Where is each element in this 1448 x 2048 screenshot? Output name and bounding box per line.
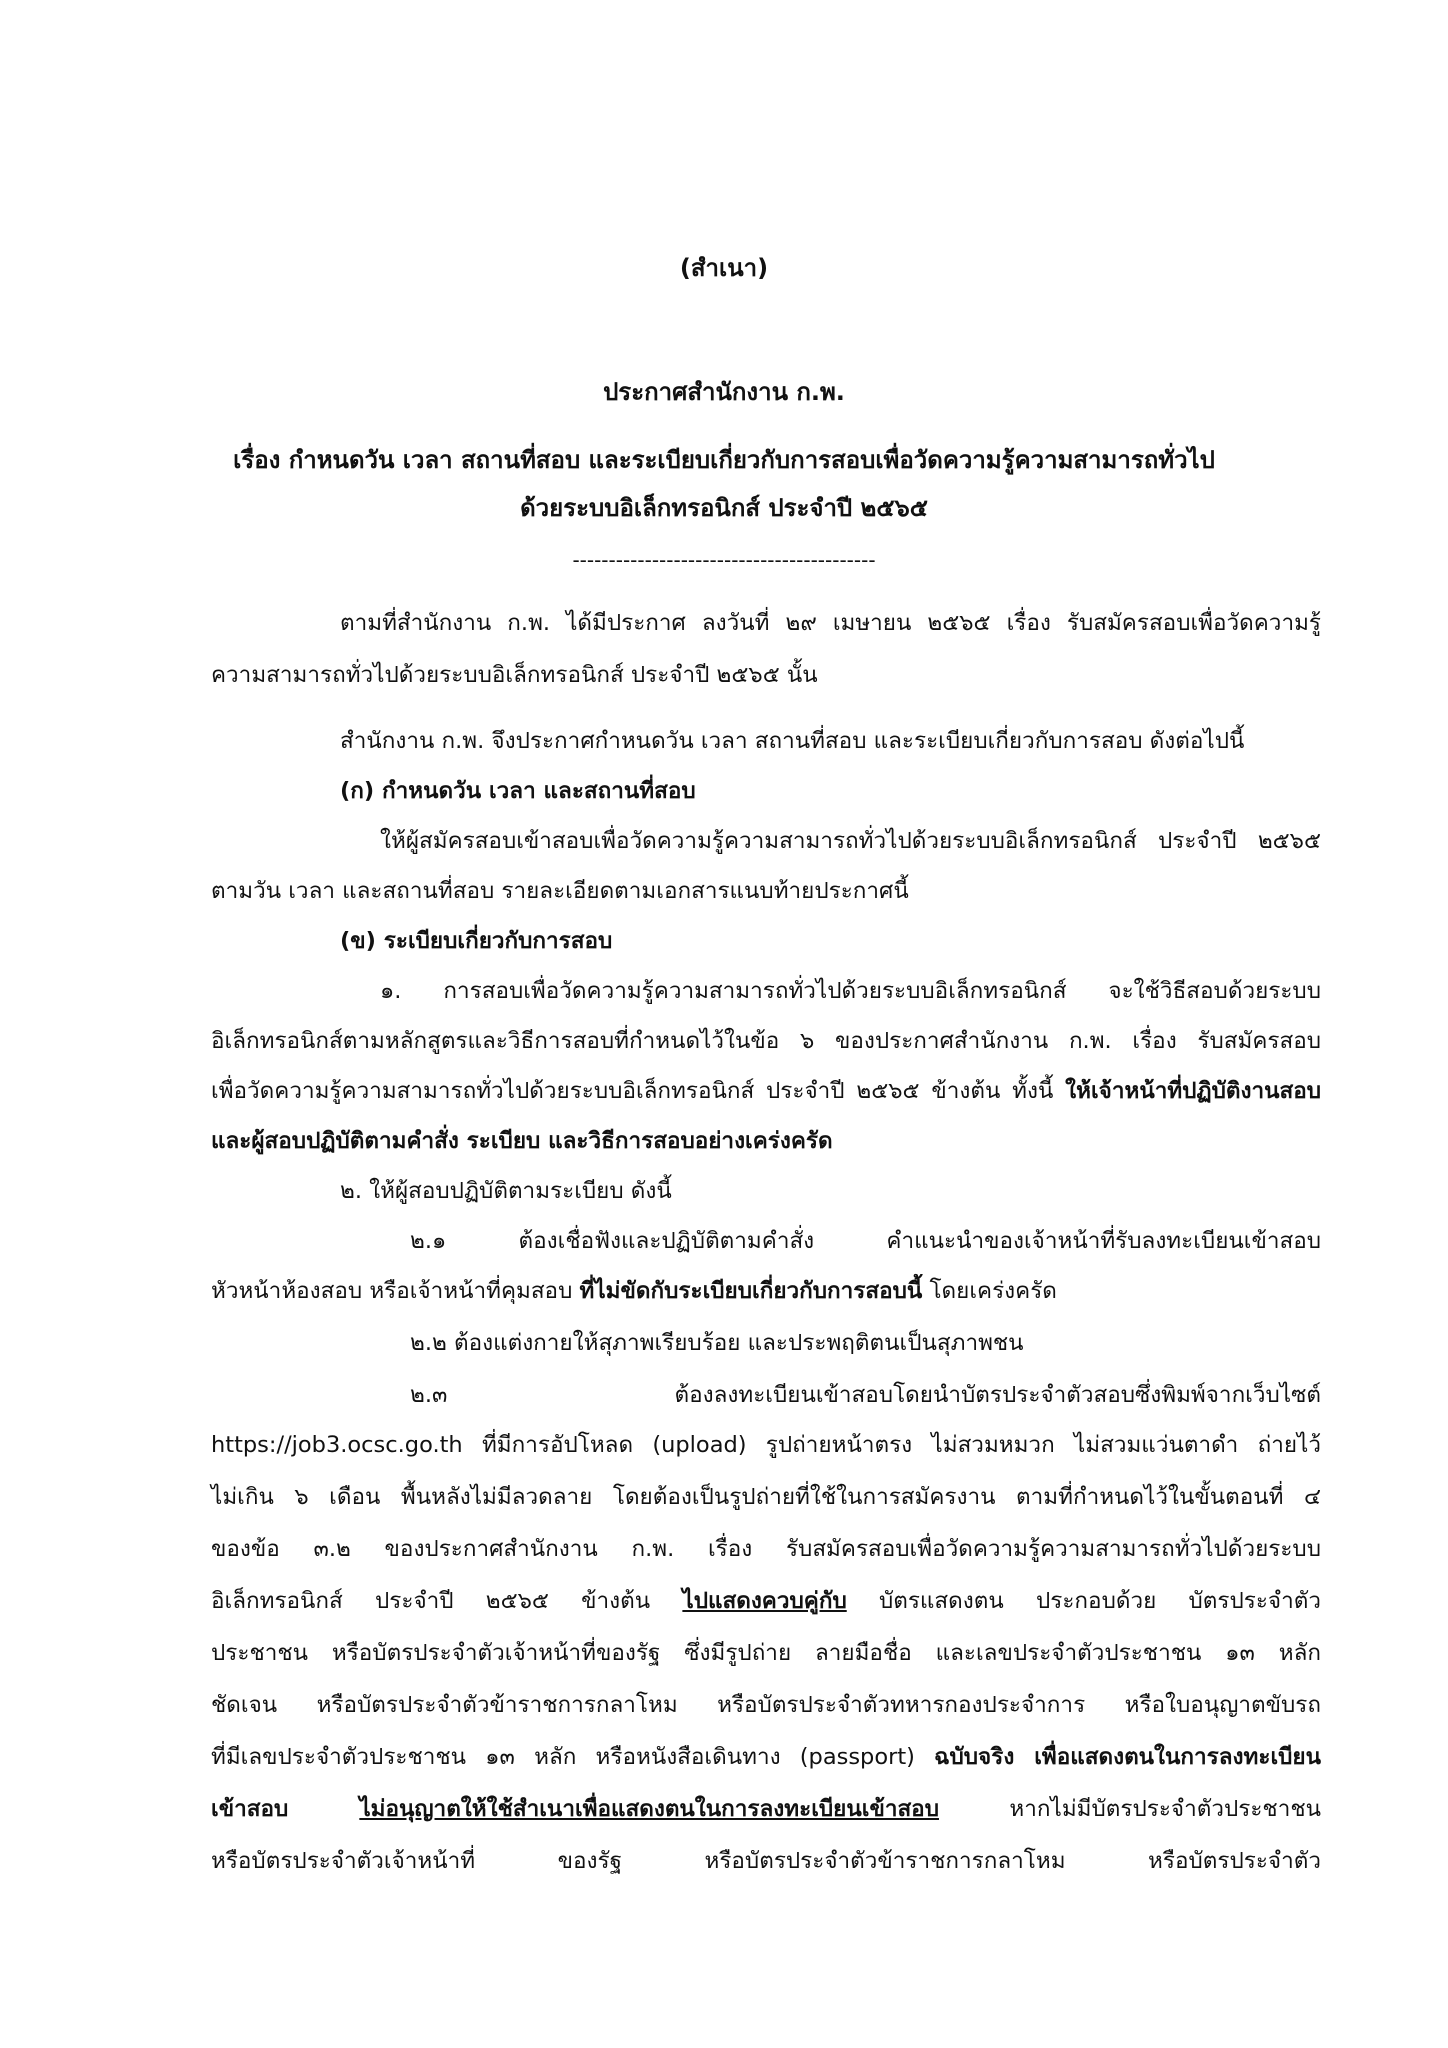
item-2-3-line-8-bold: ฉบับจริง เพื่อแสดงตนในการลงทะเบียน — [934, 1744, 1321, 1770]
item-1-line-4: และผู้สอบปฏิบัติตามคำสั่ง ระเบียบ และวิธีการสอบอย่างเคร่งครัด — [211, 1128, 833, 1154]
paragraph-2: สำนักงาน ก.พ. จึงประกาศกำหนดวัน เวลา สถานที่สอบ และระเบียบเกี่ยวกับการสอบ ดังต่อไปนี้ — [340, 728, 1245, 754]
section-a-line-2: ตามวัน เวลา และสถานที่สอบ รายละเอียดตามเอกสารแนบท้ายประกาศนี้ — [211, 878, 909, 904]
item-2-1-line-2 — [211, 1280, 1057, 1303]
item-2-1-line-1: ๒.๑ ต้องเชื่อฟังและปฏิบัติตามคำสั่ง คำแนะนำของเจ้าหน้าที่รับลงทะเบียนเข้าสอบ — [410, 1228, 1321, 1254]
item-1-line-1: ๑. การสอบเพื่อวัดความรู้ความสามารถทั่วไปด้วยระบบอิเล็กทรอนิกส์ จะใช้วิธีสอบด้วยระบบ — [380, 978, 1321, 1004]
item-1-line-3-text: เพื่อวัดความรู้ความสามารถทั่วไปด้วยระบบอิเล็กทรอนิกส์ ประจำปี ๒๕๖๕ ข้างต้น ทั้งนี้ — [211, 1078, 1066, 1104]
item-2-3-line-4: ของข้อ ๓.๒ ของประกาศสำนักงาน ก.พ. เรื่อง รับสมัครสอบเพื่อวัดความรู้ความสามารถทั่วไปด้วยระบบ — [211, 1536, 1321, 1562]
subject-line-1: เรื่อง กำหนดวัน เวลา สถานที่สอบ และระเบียบเกี่ยวกับการสอบเพื่อวัดความรู้ความสามารถทั่วไป — [233, 446, 1215, 474]
item-2-3-line-5-bold-underline: ไปแสดงควบคู่กับ — [682, 1588, 847, 1614]
item-2-3-line-1: ๒.๓ ต้องลงทะเบียนเข้าสอบโดยนำบัตรประจำตัวสอบซึ่งพิมพ์จากเว็บไซต์ — [410, 1382, 1321, 1408]
item-2-3-line-6: ประชาชน หรือบัตรประจำตัวเจ้าหน้าที่ของรัฐ ซึ่งมีรูปถ่าย ลายมือชื่อ และเลขประจำตัวประชาชน ๑๓ หลัก — [211, 1640, 1321, 1666]
section-a-heading: (ก) กำหนดวัน เวลา และสถานที่สอบ — [340, 778, 696, 804]
item-1-line-2: อิเล็กทรอนิกส์ตามหลักสูตรและวิธีการสอบที่กำหนดไว้ในข้อ ๖ ของประกาศสำนักงาน ก.พ. เรื่อง รับสมัครสอบ — [211, 1028, 1321, 1054]
paragraph-1-line-1: ตามที่สำนักงาน ก.พ. ได้มีประกาศ ลงวันที่ ๒๙ เมษายน ๒๕๖๕ เรื่อง รับสมัครสอบเพื่อวัดความรู้ — [340, 610, 1321, 636]
item-2-1-bold: ที่ไม่ขัดกับระเบียบเกี่ยวกับการสอบนี้ — [579, 1278, 923, 1304]
subject-line-2: ด้วยระบบอิเล็กทรอนิกส์ ประจำปี ๒๕๖๕ — [520, 494, 928, 522]
item-2-3-line-7: ชัดเจน หรือบัตรประจำตัวข้าราชการกลาโหม หรือบัตรประจำตัวทหารกองประจำการ หรือใบอนุญาตขับรถ — [211, 1692, 1321, 1718]
item-2: ๒. ให้ผู้สอบปฏิบัติตามระเบียบ ดังนี้ — [340, 1178, 672, 1204]
item-2-3-line-5-text: อิเล็กทรอนิกส์ ประจำปี ๒๕๖๕ ข้างต้น — [211, 1588, 683, 1614]
item-2-3-line-9 — [211, 1798, 1321, 1821]
item-2-3-line-8 — [211, 1746, 1321, 1769]
item-2-3-line-5 — [211, 1590, 1321, 1613]
item-2-1-tail: โดยเคร่งครัด — [922, 1278, 1057, 1304]
item-2-3-line-2: https://job3.ocsc.go.th ที่มีการอัปโหลด (upload) รูปถ่ายหน้าตรง ไม่สวมหมวก ไม่สวมแว่นตาดำ ถ่ายไว้ — [211, 1432, 1321, 1458]
item-2-3-line-9-bold-underline: ไม่อนุญาตให้ใช้สำเนาเพื่อแสดงตนในการลงทะเบียนเข้าสอบ — [359, 1796, 939, 1822]
section-a-line-1: ให้ผู้สมัครสอบเข้าสอบเพื่อวัดความรู้ความสามารถทั่วไปด้วยระบบอิเล็กทรอนิกส์ ประจำปี ๒๕๖๕ — [380, 828, 1321, 854]
item-2-3-line-9-tail: หากไม่มีบัตรประจำตัวประชาชน — [938, 1796, 1321, 1822]
item-2-3-line-8-text: ที่มีเลขประจำตัวประชาชน ๑๓ หลัก หรือหนังสือเดินทาง (passport) — [211, 1744, 935, 1770]
item-1-line-3-bold: ให้เจ้าหน้าที่ปฏิบัติงานสอบ — [1065, 1078, 1321, 1104]
section-b-heading: (ข) ระเบียบเกี่ยวกับการสอบ — [340, 928, 613, 954]
copy-label: (สำเนา) — [679, 254, 769, 282]
item-1-line-3 — [211, 1080, 1321, 1103]
separator-line: ------------------------------------------ — [572, 548, 876, 572]
item-2-2: ๒.๒ ต้องแต่งกายให้สุภาพเรียบร้อย และประพฤติตนเป็นสุภาพชน — [410, 1330, 1024, 1356]
item-2-3-line-3: ไม่เกิน ๖ เดือน พื้นหลังไม่มีลวดลาย โดยต้องเป็นรูปถ่ายที่ใช้ในการสมัครงาน ตามที่กำหนดไว้ในขั้นตอนที่ ๔ — [211, 1484, 1321, 1510]
item-2-3-line-10: หรือบัตรประจำตัวเจ้าหน้าที่ ของรัฐ หรือบัตรประจำตัวข้าราชการกลาโหม หรือบัตรประจำตัว — [211, 1848, 1321, 1874]
item-2-3-line-9-bold: เข้าสอบ — [211, 1796, 360, 1822]
announcement-title: ประกาศสำนักงาน ก.พ. — [603, 378, 845, 406]
item-2-3-line-5-tail: บัตรแสดงตน ประกอบด้วย บัตรประจำตัว — [846, 1588, 1321, 1614]
item-2-1-text: หัวหน้าห้องสอบ หรือเจ้าหน้าที่คุมสอบ — [211, 1278, 580, 1304]
paragraph-1-line-2: ความสามารถทั่วไปด้วยระบบอิเล็กทรอนิกส์ ประจำปี ๒๕๖๕ นั้น — [211, 662, 818, 688]
